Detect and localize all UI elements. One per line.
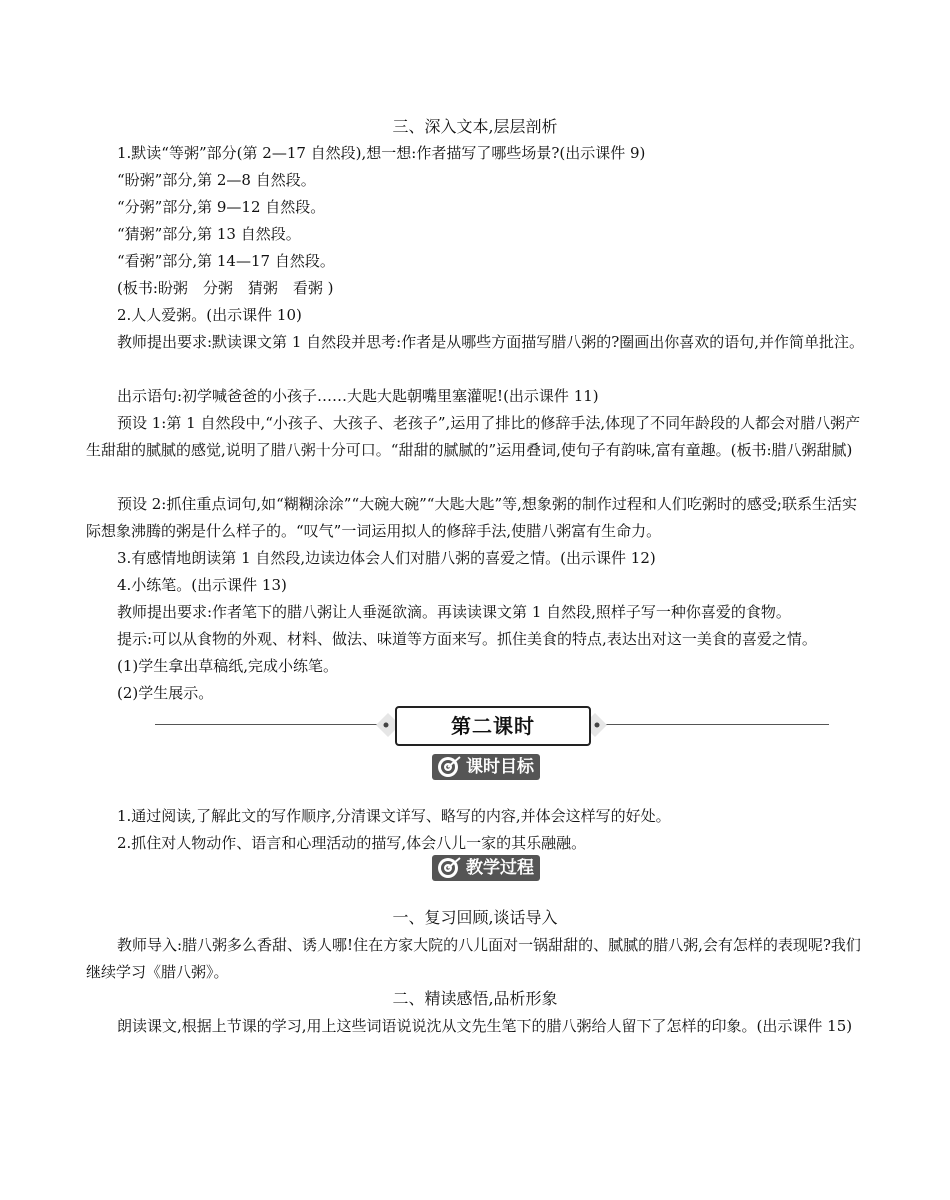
board-writing: (板书:盼粥 分粥 猜粥 看粥 ) [117,279,334,297]
step-1: (1)学生拿出草稿纸,完成小练笔。 [117,657,339,675]
divider-right [594,724,829,725]
teacher-intro: 教师导入:腊八粥多么香甜、诱人哪!住在方家大院的八儿面对一锅甜甜的、腻腻的腊八粥,会有怎样的表现呢?我们继续学习《腊八粥》。 [86,936,861,981]
divider-left [155,724,387,725]
hint: 提示:可以从食物的外观、材料、做法、味道等方面来写。抓住美食的特点,表达出对这一美食的喜爱之情。 [117,630,817,648]
teaching-process-badge [432,855,540,881]
preset-2: 预设 2:抓住重点词句,如“糊糊涂涂”“大碗大碗”“大匙大匙”等,想象粥的制作过程和人们吃粥时的感受;联系生活实际想象沸腾的粥是什么样子的。“叹气”一词运用拟人的修辞手法,使腊八粥富有生命力。 [86,495,857,540]
section-heading-3: 三、深入文本,层层剖析 [392,117,558,136]
target-icon [436,856,464,880]
teaching-process-label: 教学过程 [466,858,534,878]
teacher-requirement-2: 教师提出要求:作者笔下的腊八粥让人垂涎欲滴。再读读课文第 1 自然段,照样子写一种你喜爱的食物。 [117,603,791,621]
question-4: 4.小练笔。(出示课件 13) [117,576,287,594]
lesson-title: 第二课时 [395,706,591,746]
lesson-goals-label: 课时目标 [466,757,534,777]
target-icon [436,755,464,779]
question-2: 2.人人爱粥。(出示课件 10) [117,306,302,324]
question-3: 3.有感情地朗读第 1 自然段,边读边体会人们对腊八粥的喜爱之情。(出示课件 12) [117,549,656,567]
read-aloud-task: 朗读课文,根据上节课的学习,用上这些词语说说沈从文先生笔下的腊八粥给人留下了怎样的印象。(出示课件 15) [117,1017,853,1035]
scene-cai-zhou: “猜粥”部分,第 13 自然段。 [117,225,301,243]
scene-fen-zhou: “分粥”部分,第 9—12 自然段。 [117,198,326,216]
lesson-goals-badge [432,754,540,780]
quoted-sentence: 出示语句:初学喊爸爸的小孩子……大匙大匙朝嘴里塞灌呢!(出示课件 11) [117,387,599,405]
preset-1: 预设 1:第 1 自然段中,“小孩子、大孩子、老孩子”,运用了排比的修辞手法,体现了不同年龄段的人都会对腊八粥产生甜甜的腻腻的感觉,说明了腊八粥十分可口。“甜甜的腻腻的”运用叠词,使句子有韵味,富有童趣。(板书:腊八粥甜腻) [86,414,861,459]
goal-2: 2.抓住对人物动作、语言和心理活动的描写,体会八儿一家的其乐融融。 [117,834,587,852]
question-1: 1.默读“等粥”部分(第 2—17 自然段),想一想:作者描写了哪些场景?(出示课件 9) [117,144,646,162]
section-heading-1: 一、复习回顾,谈话导入 [392,908,558,927]
step-2: (2)学生展示。 [117,684,214,702]
section-heading-2: 二、精读感悟,品析形象 [392,989,558,1008]
teacher-requirement: 教师提出要求:默读课文第 1 自然段并思考:作者是从哪些方面描写腊八粥的?圈画出你喜欢的语句,并作简单批注。 [117,333,865,351]
scene-kan-zhou: “看粥”部分,第 14—17 自然段。 [117,252,335,270]
scene-pan-zhou: “盼粥”部分,第 2—8 自然段。 [117,171,316,189]
goal-1: 1.通过阅读,了解此文的写作顺序,分清课文详写、略写的内容,并体会这样写的好处。 [117,807,671,825]
